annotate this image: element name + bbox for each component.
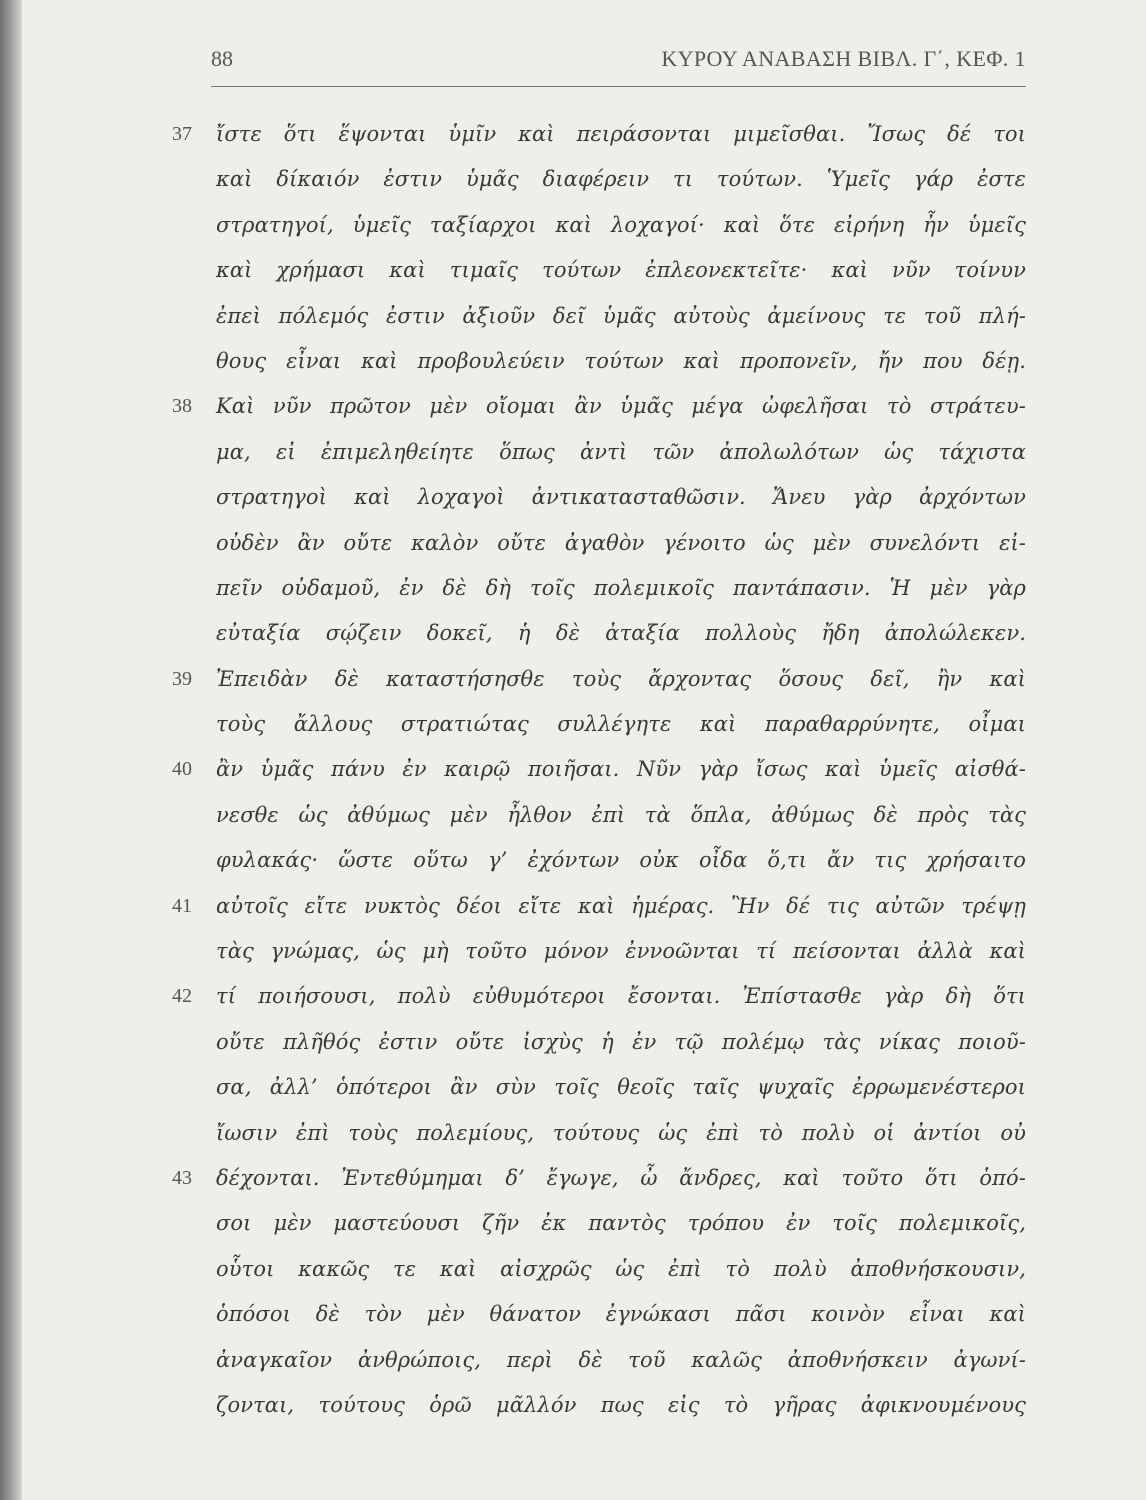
line-text: στρατηγοὶ καὶ λοχαγοὶ ἀντικατασταθῶσιν. Ἄνευ γὰρ ἀρχόντων [216,485,1026,510]
text-line [0,657,1146,702]
line-text: θους εἶναι καὶ προβουλεύειν τούτων καὶ προπονεῖν, ἤν που δέῃ. [216,348,1026,373]
section-number: 39 [172,667,192,690]
line-text: τὰς γνώμας, ὡς μὴ τοῦτο μόνον ἐννοῶνται τί πείσονται ἀλλὰ καὶ [216,939,1026,964]
line-text: εὐταξία σῴζειν δοκεῖ, ἡ δὲ ἀταξία πολλοὺς ἤδη ἀπολώλεκεν. [216,621,1026,646]
text-line [0,566,1146,611]
line-text: ὁπόσοι δὲ τὸν μὲν θάνατον ἐγνώκασι πᾶσι κοινὸν εἶναι καὶ [216,1302,1026,1327]
text-line [0,1383,1146,1428]
line-text: ἀναγκαῖον ἀνθρώποις, περὶ δὲ τοῦ καλῶς ἀποθνήσκειν ἀγωνί- [216,1347,1026,1372]
line-text: δέχονται. Ἐντεθύμημαι δ’ ἔγωγε, ὦ ἄνδρες, καὶ τοῦτο ὅτι ὁπό- [216,1165,1026,1190]
section-number: 40 [172,758,192,781]
line-text: σα, ἀλλ’ ὁπότεροι ἂν σὺν τοῖς θεοῖς ταῖς ψυχαῖς ἐρρωμενέστεροι [216,1075,1026,1100]
page-number: 88 [211,46,233,71]
text-line [0,339,1146,384]
text-line [0,1292,1146,1337]
line-text: Ἐπειδὰν δὲ καταστήσησθε τοὺς ἄρχοντας ὅσους δεῖ, ἢν καὶ [216,666,1026,691]
line-text: ἴστε ὅτι ἕψονται ὑμῖν καὶ πειράσονται μιμεῖσθαι. Ἴσως δέ τοι [216,122,1026,146]
line-text: καὶ δίκαιόν ἐστιν ὑμᾶς διαφέρειν τι τούτων. Ὑμεῖς γάρ ἐστε [216,167,1026,192]
line-text: νεσθε ὡς ἀθύμως μὲν ἦλθον ἐπὶ τὰ ὅπλα, ἀθύμως δὲ πρὸς τὰς [216,802,1026,827]
header-rule [211,86,1026,87]
text-line [0,884,1146,929]
section-number: 42 [172,985,192,1008]
section-number: 38 [172,395,192,418]
text-line [0,1247,1146,1292]
line-text: σοι μὲν μαστεύουσι ζῆν ἐκ παντὸς τρόπου ἐν τοῖς πολεμικοῖς, [216,1211,1026,1236]
section-number: 37 [172,123,192,145]
line-text: φυλακάς· ὥστε οὕτω γ’ ἐχόντων οὐκ οἶδα ὅ,τι ἄν τις χρήσαιτο [216,848,1026,873]
line-text: Καὶ νῦν πρῶτον μὲν οἴομαι ἂν ὑμᾶς μέγα ὠφελῆσαι τὸ στράτευ- [216,394,1026,419]
text-line [0,1201,1146,1246]
text-line [0,294,1146,339]
text-line [0,1156,1146,1201]
text-line [0,112,1146,157]
line-text: τοὺς ἄλλους στρατιώτας συλλέγητε καὶ παραθαρρύνητε, οἶμαι [216,712,1026,737]
section-number: 41 [172,894,192,917]
line-text: μα, εἰ ἐπιμεληθείητε ὅπως ἀντὶ τῶν ἀπολωλότων ὡς τάχιστα [216,439,1026,464]
line-text: αὐτοῖς εἴτε νυκτὸς δέοι εἴτε καὶ ἡμέρας. Ἢν δέ τις αὐτῶν τρέψῃ [216,893,1026,918]
text-line [0,475,1146,520]
text-line [0,384,1146,429]
text-line [0,203,1146,248]
text-line [0,974,1146,1019]
line-text: ἐπεὶ πόλεμός ἐστιν ἀξιοῦν δεῖ ὑμᾶς αὐτοὺς ἀμείνους τε τοῦ πλή- [216,303,1026,328]
text-line [0,430,1146,475]
text-line [0,702,1146,747]
text-line [0,1020,1146,1065]
text-line [0,793,1146,838]
line-text: οὗτοι κακῶς τε καὶ αἰσχρῶς ὡς ἐπὶ τὸ πολὺ ἀποθνήσκουσιν, [216,1256,1026,1281]
line-text: οὐδὲν ἂν οὔτε καλὸν οὔτε ἀγαθὸν γένοιτο ὡς μὲν συνελόντι εἰ- [216,530,1026,555]
text-line [0,248,1146,293]
line-text: ἴωσιν ἐπὶ τοὺς πολεμίους, τούτους ὡς ἐπὶ τὸ πολὺ οἱ ἀντίοι οὐ [216,1120,1026,1145]
line-text: ζονται, τούτους ὁρῶ μᾶλλόν πως εἰς τὸ γῆρας ἀφικνουμένους [216,1392,1026,1417]
text-line [0,1338,1146,1383]
text-line [0,157,1146,202]
text-line [0,747,1146,792]
line-text: τί ποιήσουσι, πολὺ εὐθυμότεροι ἔσονται. Ἐπίστασθε γὰρ δὴ ὅτι [216,984,1026,1009]
text-line [0,611,1146,656]
text-line [0,838,1146,883]
line-text: ἂν ὑμᾶς πάνυ ἐν καιρῷ ποιῆσαι. Νῦν γὰρ ἴσως καὶ ὑμεῖς αἰσθά- [216,757,1026,782]
running-title: ΚΥΡΟΥ ΑΝΑΒΑΣΗ ΒΙΒΛ. Γ΄, ΚΕΦ. 1 [661,46,1026,71]
text-line [0,929,1146,974]
line-text: στρατηγοί, ὑμεῖς ταξίαρχοι καὶ λοχαγοί· καὶ ὅτε εἰρήνη ἦν ὑμεῖς [216,212,1026,237]
section-number: 43 [172,1166,192,1189]
line-text: πεῖν οὐδαμοῦ, ἐν δὲ δὴ τοῖς πολεμικοῖς παντάπασιν. Ἡ μὲν γὰρ [216,575,1026,600]
line-text: οὔτε πλῆθός ἐστιν οὔτε ἰσχὺς ἡ ἐν τῷ πολέμῳ τὰς νίκας ποιοῦ- [216,1029,1026,1054]
greek-text-block [0,112,1146,1428]
text-line [0,521,1146,566]
text-line [0,1111,1146,1156]
line-text: καὶ χρήμασι καὶ τιμαῖς τούτων ἐπλεονεκτεῖτε· καὶ νῦν τοίνυν [216,258,1026,283]
page-header [211,46,1026,82]
text-line [0,1065,1146,1110]
